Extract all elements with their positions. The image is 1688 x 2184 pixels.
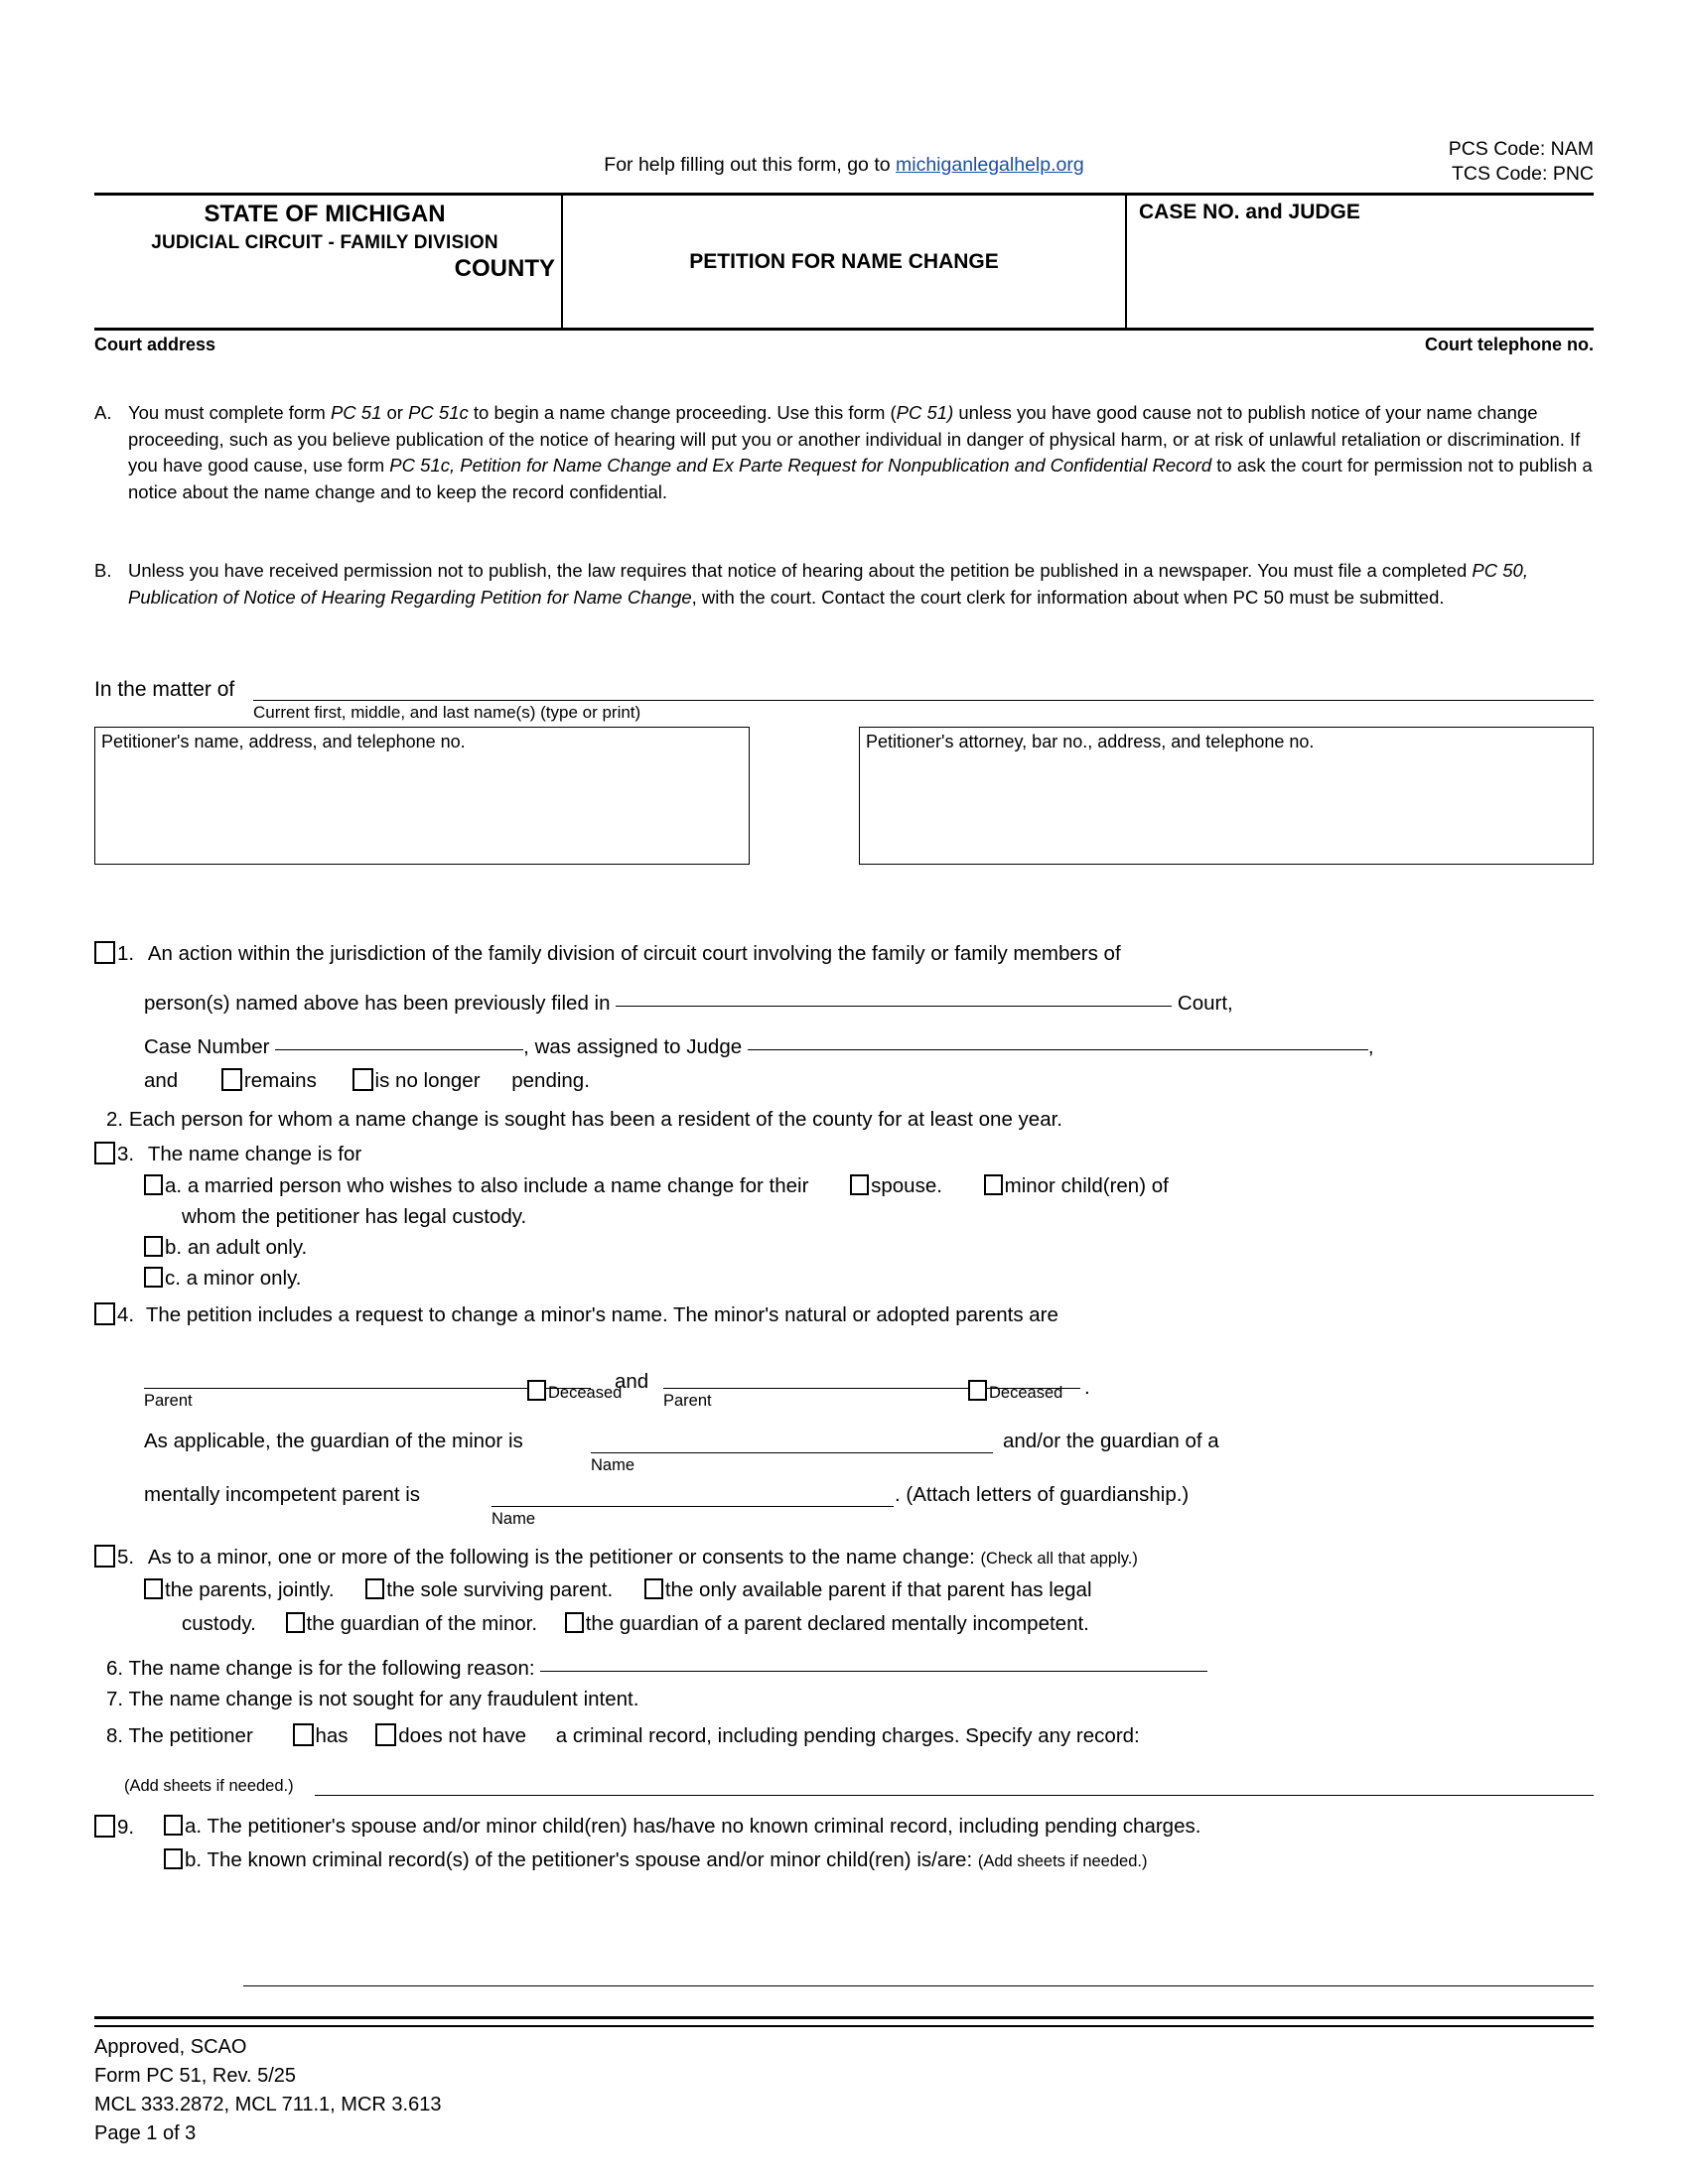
item-1-line3-post: , — [1367, 1035, 1374, 1058]
judge-input[interactable] — [748, 1030, 1368, 1050]
criminal-record-input[interactable] — [315, 1795, 1594, 1796]
item-3b-checkbox[interactable] — [144, 1236, 163, 1257]
guardian-minor-post: and/or the guardian of a — [1003, 1430, 1219, 1452]
guardian-parent-pre: mentally incompetent parent is — [144, 1483, 421, 1506]
item-3b-label: b. — [165, 1236, 183, 1259]
item-2 — [94, 1108, 1594, 1142]
petitioner-info-box[interactable] — [94, 727, 750, 865]
parent-2-caption: Parent — [663, 1392, 712, 1410]
guardian-of-incompetent-parent-checkbox[interactable] — [565, 1612, 584, 1633]
parent-2-deceased-label: Deceased — [989, 1384, 1063, 1402]
header-case-cell[interactable] — [1125, 196, 1594, 330]
parent-2-deceased-checkbox[interactable] — [968, 1380, 987, 1401]
petitioner-attorney-box[interactable] — [859, 727, 1594, 865]
guardian-parent-name-input[interactable] — [492, 1506, 894, 1507]
guardian-minor-name-caption: Name — [591, 1456, 635, 1474]
instruction-b — [94, 558, 1594, 611]
item-3a-checkbox[interactable] — [144, 1174, 163, 1195]
parent-1-input[interactable] — [144, 1388, 591, 1389]
seg-italic: PC 51c, Petition for Name Change and Ex Parte Request for Nonpublication and Confidential Record — [389, 455, 1212, 476]
petitioner-has-label: has — [315, 1724, 349, 1747]
footer-rule-top — [94, 2016, 1594, 2019]
item-9b-label: b. — [185, 1848, 203, 1871]
item-3b-text: an adult only. — [187, 1236, 308, 1259]
parent-1-deceased-label: Deceased — [548, 1384, 623, 1402]
remains-checkbox[interactable] — [221, 1068, 242, 1091]
item-5-text: As to a minor, one or more of the following is the petitioner or consents to the name change: — [147, 1546, 975, 1569]
seg: Unless you have received permission not to publish, the law requires that notice of hearing about the petition be published in a newspaper. You must file a completed — [128, 560, 1473, 581]
item-9-continuation-input[interactable] — [243, 1985, 1594, 1986]
parents-jointly-label: the parents, jointly. — [165, 1578, 335, 1601]
help-line-prefix: For help filling out this form, go to — [604, 154, 896, 176]
item-5-checkbox[interactable] — [94, 1545, 115, 1568]
item-8-number: 8. — [106, 1724, 124, 1747]
guardian-minor-name-input[interactable] — [591, 1452, 993, 1453]
instruction-a-body — [128, 400, 1594, 505]
name-change-reason-input[interactable] — [540, 1652, 1207, 1672]
header-court-cell — [94, 196, 561, 330]
item-1-line3-mid: , was assigned to Judge — [523, 1035, 743, 1058]
case-no-and-judge-label: CASE NO. and JUDGE — [1139, 201, 1360, 223]
guardian-of-incompetent-parent-label: the guardian of a parent declared mentally incompetent. — [585, 1612, 1089, 1635]
item-1 — [94, 941, 1594, 987]
petitioner-has-record-checkbox[interactable] — [293, 1723, 314, 1746]
footer-form-rev: Form PC 51, Rev. 5/25 — [94, 2065, 297, 2087]
item-1-and-label: and — [144, 1069, 179, 1092]
seg-italic: PC 50, Publication of Notice of Hearing Regarding Petition for Name Change — [128, 560, 1528, 608]
item-9a-label: a. — [185, 1815, 203, 1838]
current-name-caption: Current first, middle, and last name(s) (type or print) — [253, 703, 641, 722]
item-8-text-post: a criminal record, including pending charges. Specify any record: — [555, 1724, 1140, 1747]
item-9-number: 9. — [117, 1816, 135, 1839]
guardian-parent-post: . (Attach letters of guardianship.) — [895, 1483, 1190, 1506]
only-available-parent-label: the only available parent if that parent has legal — [664, 1578, 1092, 1601]
in-the-matter-of-label: In the matter of — [94, 678, 235, 701]
guardian-minor-pre: As applicable, the guardian of the minor is — [144, 1430, 523, 1452]
item-1-line4 — [94, 1068, 1594, 1108]
is-no-longer-checkbox[interactable] — [352, 1068, 373, 1091]
item-3a-line2 — [94, 1205, 1594, 1236]
code-block — [1449, 137, 1594, 187]
item-2-text: Each person for whom a name change is sought has been a resident of the county for at least one year. — [128, 1108, 1062, 1131]
sole-surviving-parent-label: the sole surviving parent. — [386, 1578, 614, 1601]
item-5-number: 5. — [117, 1546, 135, 1569]
guardian-parent-name-caption: Name — [492, 1510, 536, 1528]
item-1-line2-post: Court, — [1177, 992, 1233, 1015]
case-number-label: Case Number — [144, 1035, 270, 1058]
item-1-line1: An action within the jurisdiction of the family division of circuit court involving the family or family members of — [147, 942, 1121, 965]
instruction-a — [94, 400, 1594, 505]
item-3c-label: c. — [165, 1267, 181, 1290]
item-3b — [94, 1236, 1594, 1267]
item-3-text: The name change is for — [147, 1143, 362, 1165]
minor-children-label: minor child(ren) of — [1004, 1174, 1169, 1197]
item-4-guardian-minor-row — [94, 1430, 1594, 1483]
item-5-options-row-2 — [94, 1612, 1594, 1652]
michiganlegalhelp-link[interactable]: michiganlegalhelp.org — [896, 154, 1084, 176]
item-9b-text: The known criminal record(s) of the petitioner's spouse and/or minor child(ren) is/are: — [207, 1848, 973, 1871]
parents-period: . — [1084, 1376, 1090, 1399]
item-1-checkbox[interactable] — [94, 941, 115, 964]
item-3-checkbox[interactable] — [94, 1142, 115, 1164]
item-3a — [94, 1174, 1594, 1205]
seg: to ask the court for permission not to publish a notice about the name change and to keep the record confidential. — [128, 455, 1593, 502]
current-name-input[interactable] — [253, 700, 1594, 701]
footer-rule-bottom — [94, 2025, 1594, 2027]
item-7 — [94, 1688, 1594, 1723]
item-5-check-all-note: (Check all that apply.) — [980, 1550, 1138, 1568]
item-7-text: The name change is not sought for any fraudulent intent. — [128, 1688, 639, 1710]
item-8-text-pre: The petitioner — [128, 1724, 253, 1747]
seg: or — [381, 402, 409, 423]
item-7-number: 7. — [106, 1688, 124, 1710]
previous-court-input[interactable] — [616, 987, 1172, 1007]
footer-citations: MCL 333.2872, MCL 711.1, MCR 3.613 — [94, 2094, 442, 2116]
guardian-of-minor-label: the guardian of the minor. — [306, 1612, 538, 1635]
petitioner-attorney-caption: Petitioner's attorney, bar no., address, and telephone no. — [866, 732, 1315, 751]
header-title-cell — [561, 196, 1125, 330]
parents-and-label: and — [615, 1370, 649, 1393]
item-3a-label: a. — [165, 1174, 183, 1197]
is-no-longer-label: is no longer — [374, 1069, 481, 1092]
footer-block — [94, 2033, 441, 2148]
item-9-checkbox[interactable] — [94, 1815, 115, 1838]
guardian-of-minor-checkbox[interactable] — [286, 1612, 305, 1633]
petitioner-info-caption: Petitioner's name, address, and telephone no. — [101, 732, 466, 751]
item-6-text: The name change is for the following reason: — [128, 1657, 535, 1680]
instruction-b-marker: B. — [94, 560, 112, 581]
court-address-label: Court address — [94, 335, 216, 354]
item-3a-line2-text: whom the petitioner has legal custody. — [182, 1205, 527, 1228]
seg-italic: PC 51 — [330, 402, 382, 423]
item-4-text: The petition includes a request to change a minor's name. The minor's natural or adopted parents are — [145, 1303, 1058, 1326]
case-number-input[interactable] — [275, 1030, 523, 1050]
item-9b-checkbox[interactable] — [164, 1848, 183, 1869]
county-label: COUNTY — [454, 255, 555, 282]
items-region — [94, 941, 1594, 1882]
item-9b — [94, 1848, 1594, 1882]
seg: , with the court. Contact the court clerk for information about when PC 50 must be submitted. — [691, 586, 1445, 608]
item-3c — [94, 1267, 1594, 1302]
item-1-line2 — [94, 987, 1594, 1030]
form-page — [94, 0, 1594, 2184]
petitioner-has-no-record-checkbox[interactable] — [375, 1723, 396, 1746]
item-3 — [94, 1142, 1594, 1174]
item-9a-checkbox[interactable] — [164, 1815, 183, 1836]
tcs-code: TCS Code: PNC — [1451, 163, 1594, 185]
item-6-number: 6. — [106, 1657, 124, 1680]
seg: to begin a name change proceeding. Use this form ( — [468, 402, 897, 423]
footer-approved: Approved, SCAO — [94, 2036, 247, 2058]
item-4-checkbox[interactable] — [94, 1302, 115, 1325]
item-2-number: 2. — [106, 1108, 124, 1131]
item-9b-add-sheets-note: (Add sheets if needed.) — [977, 1852, 1148, 1870]
parent-1-caption: Parent — [144, 1392, 193, 1410]
item-5 — [94, 1545, 1594, 1578]
sole-surviving-parent-checkbox[interactable] — [365, 1578, 384, 1599]
item-4 — [94, 1302, 1594, 1350]
item-3c-text: a minor only. — [186, 1267, 302, 1290]
judicial-circuit-label: JUDICIAL CIRCUIT - FAMILY DIVISION — [151, 232, 498, 253]
item-6 — [94, 1652, 1594, 1688]
seg-italic: PC 51) — [896, 402, 954, 423]
seg: You must complete form — [128, 402, 331, 423]
only-available-parent-checkbox[interactable] — [644, 1578, 663, 1599]
custody-continuation-label: custody. — [182, 1612, 256, 1635]
item-3c-checkbox[interactable] — [144, 1267, 163, 1288]
parents-jointly-checkbox[interactable] — [144, 1578, 163, 1599]
item-5-options-row-1 — [94, 1578, 1594, 1612]
minor-children-checkbox[interactable] — [984, 1174, 1003, 1195]
instruction-a-marker: A. — [94, 402, 112, 423]
footer-page-number: Page 1 of 3 — [94, 2122, 197, 2144]
seg-italic: PC 51c — [408, 402, 469, 423]
item-1-number: 1. — [117, 942, 135, 965]
petitioner-has-not-label: does not have — [398, 1724, 527, 1747]
item-8 — [94, 1723, 1594, 1761]
item-4-number: 4. — [117, 1303, 135, 1326]
remains-label: remains — [243, 1069, 317, 1092]
item-4-parents-row — [94, 1370, 1594, 1430]
item-8-record-row — [94, 1761, 1594, 1815]
instruction-b-body — [128, 558, 1594, 611]
item-4-guardian-parent-row — [94, 1483, 1594, 1545]
pcs-code: PCS Code: NAM — [1448, 138, 1594, 160]
item-1-line2-pre: person(s) named above has been previously filed in — [144, 992, 611, 1015]
item-3a-text: a married person who wishes to also include a name change for their — [187, 1174, 809, 1197]
spouse-label: spouse. — [871, 1174, 942, 1197]
state-of-michigan-label: STATE OF MICHIGAN — [204, 201, 446, 227]
form-header-table — [94, 193, 1594, 331]
parent-1-deceased-checkbox[interactable] — [527, 1380, 546, 1401]
page-title: PETITION FOR NAME CHANGE — [689, 250, 999, 273]
seg: unless you have good cause not to publish notice of your name change proceeding, such as you believe publication of the notice of hearing will put you or another individual in danger of physical harm, or at risk of unlawful retaliation or discrimination. If you have good cause, use form — [128, 402, 1581, 476]
help-line — [94, 154, 1594, 177]
pending-label: pending. — [511, 1069, 590, 1092]
item-9a-text: The petitioner's spouse and/or minor child(ren) has/have no known criminal record, including pending charges. — [207, 1815, 1201, 1838]
item-3-number: 3. — [117, 1143, 135, 1165]
court-telephone-label: Court telephone no. — [1425, 335, 1594, 354]
item-8-add-sheets-note: (Add sheets if needed.) — [124, 1777, 294, 1795]
item-9 — [94, 1815, 1594, 1848]
item-1-line3 — [94, 1030, 1594, 1068]
spouse-checkbox[interactable] — [850, 1174, 869, 1195]
